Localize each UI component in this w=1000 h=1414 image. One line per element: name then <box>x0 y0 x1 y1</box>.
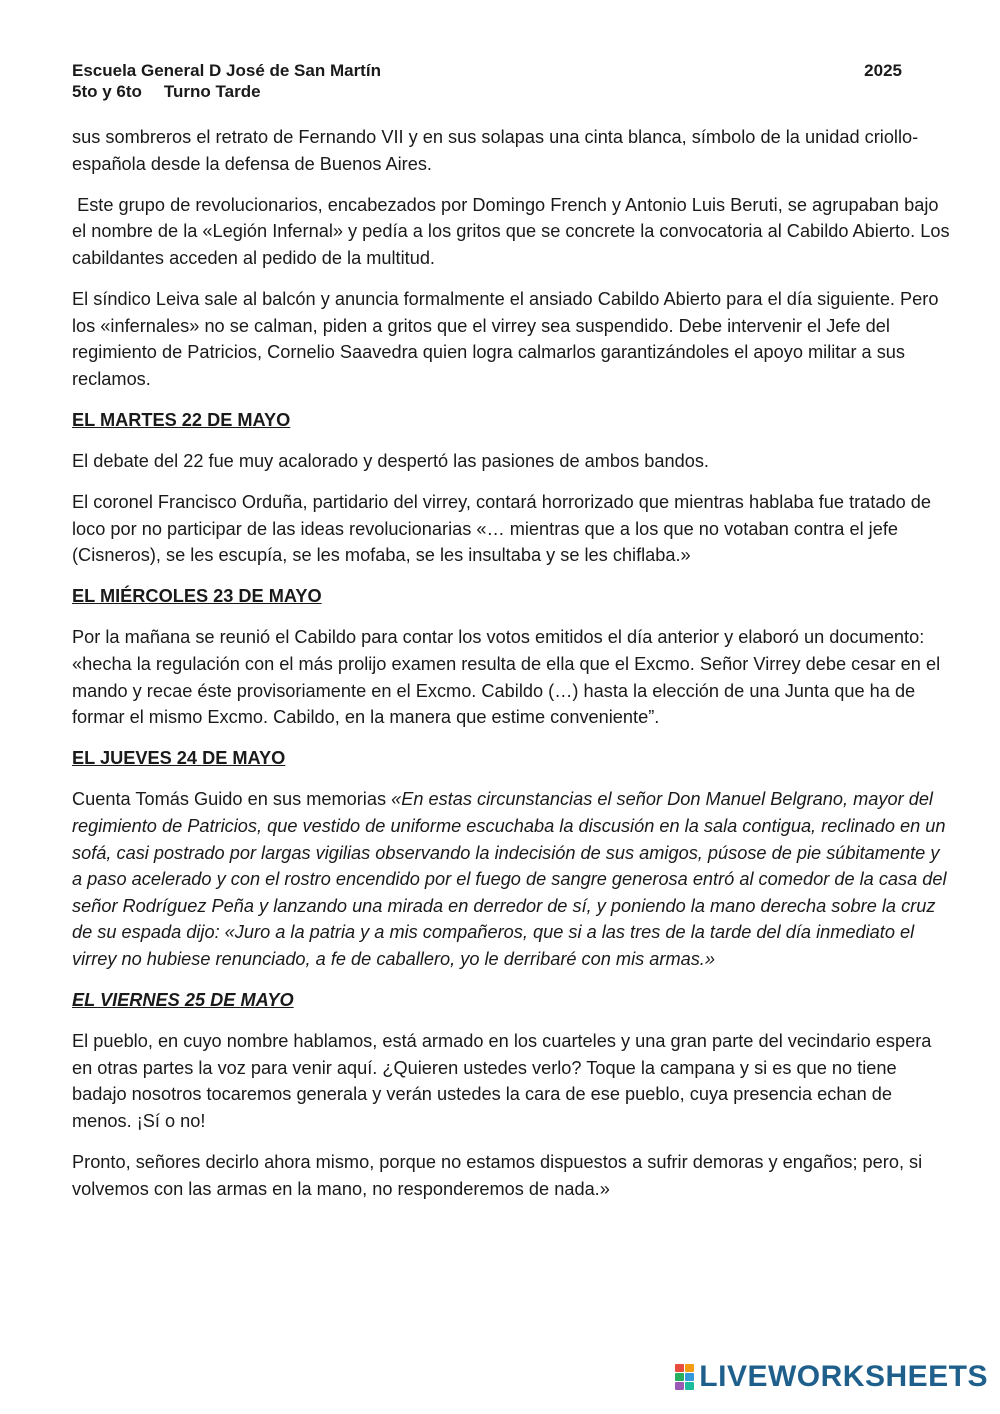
section-heading-viernes: EL VIERNES 25 DE MAYO <box>72 990 294 1011</box>
document-header <box>72 60 902 102</box>
paragraph-quote <box>72 786 952 972</box>
paragraph: Pronto, señores decirlo ahora mismo, porque no estamos dispuestos a sufrir demoras y engaños; pero, si volvemos con las armas en la mano, no responderemos de nada.» <box>72 1152 923 1199</box>
quote-intro: Cuenta Tomás Guido en sus memorias <box>72 789 392 810</box>
quote-text: «En estas circunstancias el señor Don Manuel Belgrano, mayor del regimiento de Patricios, que vestido de uniforme escuchaba la discusión en la sala contigua, reclinado en un sofá, casi postrado por largas vigilias observando la indecisión de sus amigos, púsose de pie súbitamente y a paso acelerado y con el rostro encendido por el fuego de sangre generosa entró al comedor de la casa del señor Rodríguez Peña y lanzando una mirada en derredor de sí, y poniendo la mano derecha sobre la cruz de su espada dijo: «Juro a la patria y a mis compañeros, que si a las tres de la tarde del día inmediato el virrey no hubiese renunciado, a fe de caballero, yo le derribaré con mis armas.» <box>72 789 947 969</box>
school-name: Escuela General D José de San Martín <box>72 61 381 80</box>
paragraph: El síndico Leiva sale al balcón y anuncia formalmente el ansiado Cabildo Abierto para el día siguiente. Pero los «infernales» no se calman, piden a gritos que el virrey sea suspendido. Debe intervenir el Jefe del regimiento de Patricios, Cornelio Saavedra quien logra calmarlos garantizándoles el apoyo militar a sus reclamos. <box>72 288 939 389</box>
school-year: 2025 <box>864 61 902 80</box>
paragraph: El debate del 22 fue muy acalorado y despertó las pasiones de ambos bandos. <box>72 450 709 471</box>
grade-label: 5to y 6to <box>72 82 142 101</box>
logo-text: LIVEWORKSHEETS <box>699 1360 988 1393</box>
liveworksheets-logo-icon <box>675 1364 695 1390</box>
paragraph: Este grupo de revolucionarios, encabezados por Domingo French y Antonio Luis Beruti, se agrupaban bajo el nombre de la «Legión Infernal» y pedía a los gritos que se concrete la convocatoria al Cabildo Abierto. Los cabildantes acceden al pedido de la multitud. <box>72 194 955 268</box>
paragraph: sus sombreros el retrato de Fernando VII y en sus solapas una cinta blanca, símbolo de la unidad criollo-española desde la defensa de Buenos Aires. <box>72 127 919 174</box>
liveworksheets-logo[interactable] <box>675 1362 988 1392</box>
paragraph: Por la mañana se reunió el Cabildo para contar los votos emitidos el día anterior y elaboró un documento: «hecha la regulación con el más prolijo examen resulta de ella que el Excmo. Señor Virrey debe cesar en el mando y recae éste provisoriamente en el Excmo. Cabildo (…) hasta la elección de una Junta que ha de formar el mismo Excmo. Cabildo, en la manera que estime conveniente”. <box>72 627 941 728</box>
section-heading-jueves: EL JUEVES 24 DE MAYO <box>72 748 286 769</box>
header-row-1 <box>72 60 902 81</box>
section-heading-miercoles: EL MIÉRCOLES 23 DE MAYO <box>72 586 322 607</box>
document-body <box>72 124 955 1217</box>
paragraph: El pueblo, en cuyo nombre hablamos, está armado en los cuarteles y una gran parte del vecindario espera en otras partes la voz para venir aquí. ¿Quieren ustedes verlo? Toque la campana y si es que no tiene badajo nosotros tocaremos generala y verán ustedes la cara de ese pueblo, cuya presencia echan de menos. ¡Sí o no! <box>72 1031 932 1131</box>
paragraph: El coronel Francisco Orduña, partidario del virrey, contará horrorizado que mientras hablaba fue tratado de loco por no participar de las ideas revolucionarias «… mientras que a los que no votaban contra el jefe (Cisneros), se les escupía, se les mofaba, se les insultaba y se les chiflaba.» <box>72 492 931 566</box>
section-heading-martes: EL MARTES 22 DE MAYO <box>72 409 291 430</box>
header-row-2 <box>72 81 902 102</box>
shift-label: Turno Tarde <box>163 82 261 101</box>
